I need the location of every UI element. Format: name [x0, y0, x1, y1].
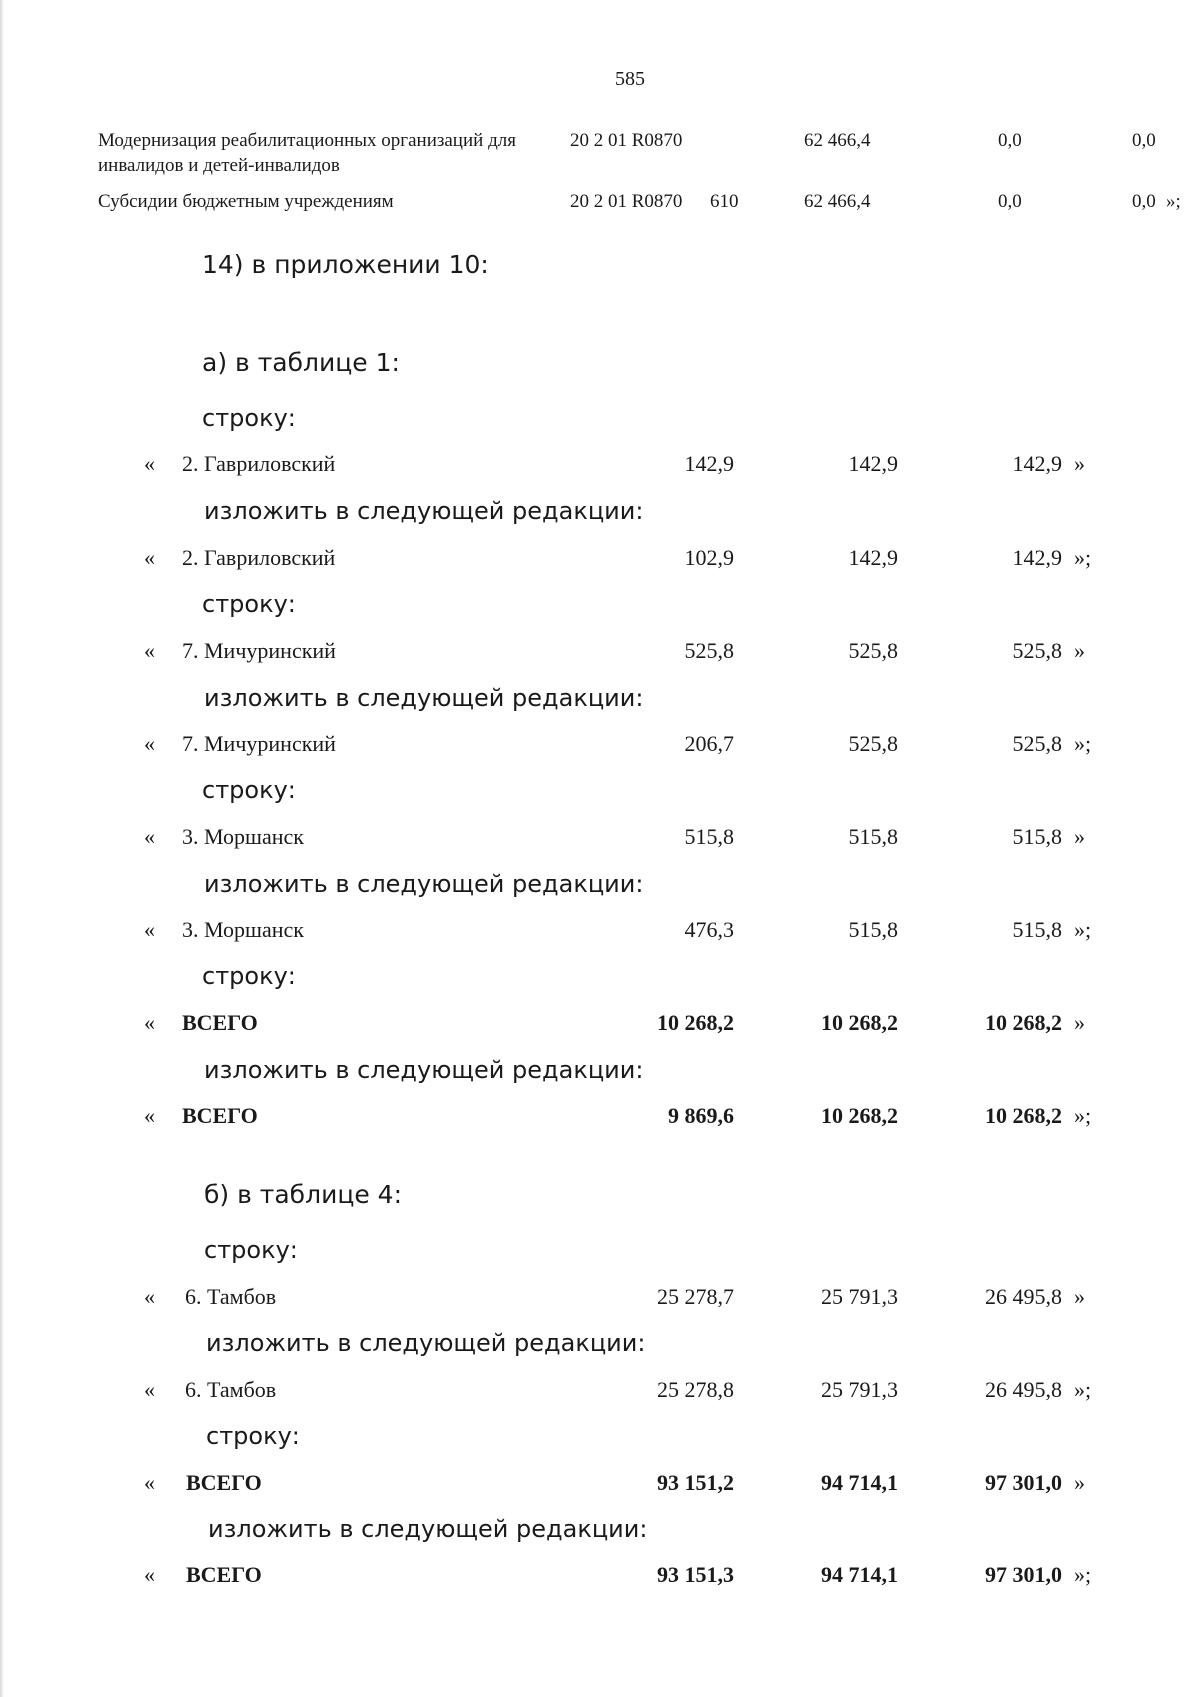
table-row — [0, 917, 1200, 949]
row-label: 6. Тамбов — [185, 1377, 277, 1402]
close-quote: »; — [1074, 1377, 1092, 1402]
row-value-3: 97 301,0 — [985, 1470, 1062, 1495]
budget-row-name: Модернизация реабилитационных организаций для инвалидов и детей-инвалидов — [98, 130, 516, 176]
row-label: 7. Мичуринский — [182, 638, 336, 663]
open-quote: « — [144, 451, 155, 476]
close-quote: » — [1074, 824, 1085, 849]
budget-row — [98, 128, 1198, 180]
budget-row-value-1: 62 466,4 — [804, 130, 871, 151]
budget-row-vr: 610 — [710, 191, 739, 212]
instruction-row: строку: — [202, 776, 296, 804]
row-value-1: 25 278,8 — [657, 1377, 734, 1402]
instruction-replace: изложить в следующей редакции: — [208, 1515, 648, 1543]
table-row — [0, 1284, 1200, 1316]
budget-row — [98, 189, 1198, 215]
row-value-2: 10 268,2 — [821, 1010, 898, 1035]
open-quote: « — [144, 731, 155, 756]
table-row — [0, 545, 1200, 577]
row-value-3: 10 268,2 — [985, 1010, 1062, 1035]
row-value-2: 94 714,1 — [821, 1562, 898, 1587]
row-value-1: 525,8 — [684, 638, 734, 663]
table-row-total — [0, 1562, 1200, 1594]
row-value-3: 26 495,8 — [985, 1284, 1062, 1309]
row-value-3: 515,8 — [1012, 917, 1062, 942]
table-row — [0, 451, 1200, 483]
open-quote: « — [144, 917, 155, 942]
row-value-2: 515,8 — [848, 917, 898, 942]
budget-row-value-3: 0,0 — [1132, 130, 1156, 151]
row-label: ВСЕГО — [186, 1562, 262, 1587]
table-row-total — [0, 1010, 1200, 1042]
close-quote: » — [1074, 1284, 1085, 1309]
row-value-1: 9 869,6 — [668, 1103, 734, 1128]
instruction-row: строку: — [202, 590, 296, 618]
table-row — [0, 731, 1200, 763]
sub-a-heading: а) в таблице 1: — [202, 348, 400, 377]
row-value-3: 525,8 — [1012, 638, 1062, 663]
close-quote: »; — [1074, 1562, 1092, 1587]
row-label: ВСЕГО — [182, 1010, 258, 1035]
row-value-2: 25 791,3 — [821, 1377, 898, 1402]
row-value-1: 25 278,7 — [657, 1284, 734, 1309]
row-value-1: 515,8 — [684, 824, 734, 849]
close-quote: »; — [1074, 731, 1092, 756]
row-value-3: 10 268,2 — [985, 1103, 1062, 1128]
table-row — [0, 1377, 1200, 1409]
close-quote: » — [1074, 1010, 1085, 1035]
budget-row-value-2: 0,0 — [998, 130, 1022, 151]
instruction-row: строку: — [206, 1422, 300, 1450]
close-quote: »; — [1074, 917, 1092, 942]
open-quote: « — [144, 1470, 155, 1495]
row-value-2: 515,8 — [848, 824, 898, 849]
open-quote: « — [144, 638, 155, 663]
budget-row-close-quote: »; — [1166, 191, 1181, 212]
instruction-replace: изложить в следующей редакции: — [204, 497, 644, 525]
row-value-1: 476,3 — [684, 917, 734, 942]
budget-row-code: 20 2 01 R0870 — [570, 191, 683, 212]
row-value-2: 525,8 — [848, 638, 898, 663]
instruction-row: строку: — [202, 404, 296, 432]
close-quote: »; — [1074, 545, 1092, 570]
table-row — [0, 638, 1200, 670]
row-label: 3. Моршанск — [182, 824, 304, 849]
close-quote: » — [1074, 1470, 1085, 1495]
page-number: 585 — [615, 68, 645, 90]
close-quote: » — [1074, 638, 1085, 663]
table-row-total — [0, 1470, 1200, 1502]
row-value-1: 102,9 — [684, 545, 734, 570]
instruction-row: строку: — [202, 962, 296, 990]
budget-row-code: 20 2 01 R0870 — [570, 130, 683, 151]
row-value-1: 93 151,3 — [657, 1562, 734, 1587]
table-row-total — [0, 1103, 1200, 1135]
row-value-2: 142,9 — [848, 545, 898, 570]
section-heading: 14) в приложении 10: — [202, 250, 489, 279]
open-quote: « — [144, 1103, 155, 1128]
open-quote: « — [144, 1010, 155, 1035]
row-value-2: 525,8 — [848, 731, 898, 756]
instruction-replace: изложить в следующей редакции: — [204, 684, 644, 712]
open-quote: « — [144, 1284, 155, 1309]
close-quote: » — [1074, 451, 1085, 476]
instruction-row: строку: — [204, 1236, 298, 1264]
instruction-replace: изложить в следующей редакции: — [206, 1329, 646, 1357]
row-value-3: 142,9 — [1012, 545, 1062, 570]
row-value-1: 206,7 — [684, 731, 734, 756]
table-row — [0, 824, 1200, 856]
row-label: 6. Тамбов — [185, 1284, 277, 1309]
row-value-3: 525,8 — [1012, 731, 1062, 756]
row-value-3: 26 495,8 — [985, 1377, 1062, 1402]
row-label: 2. Гавриловский — [182, 451, 336, 476]
row-value-3: 142,9 — [1012, 451, 1062, 476]
row-label: 7. Мичуринский — [182, 731, 336, 756]
row-value-3: 97 301,0 — [985, 1562, 1062, 1587]
row-value-2: 94 714,1 — [821, 1470, 898, 1495]
row-value-2: 10 268,2 — [821, 1103, 898, 1128]
row-value-1: 10 268,2 — [657, 1010, 734, 1035]
budget-row-value-1: 62 466,4 — [804, 191, 871, 212]
open-quote: « — [144, 1562, 155, 1587]
budget-row-name: Субсидии бюджетным учреждениям — [98, 191, 394, 212]
row-label: ВСЕГО — [186, 1470, 262, 1495]
sub-b-heading: б) в таблице 4: — [204, 1180, 402, 1209]
row-label: 3. Моршанск — [182, 917, 304, 942]
open-quote: « — [144, 824, 155, 849]
instruction-replace: изложить в следующей редакции: — [204, 870, 644, 898]
row-value-1: 142,9 — [684, 451, 734, 476]
row-value-2: 25 791,3 — [821, 1284, 898, 1309]
open-quote: « — [144, 545, 155, 570]
row-label: 2. Гавриловский — [182, 545, 336, 570]
open-quote: « — [144, 1377, 155, 1402]
instruction-replace: изложить в следующей редакции: — [204, 1056, 644, 1084]
row-value-1: 93 151,2 — [657, 1470, 734, 1495]
row-value-2: 142,9 — [848, 451, 898, 476]
close-quote: »; — [1074, 1103, 1092, 1128]
budget-row-value-3: 0,0 — [1132, 191, 1156, 212]
budget-row-value-2: 0,0 — [998, 191, 1022, 212]
row-label: ВСЕГО — [182, 1103, 258, 1128]
row-value-3: 515,8 — [1012, 824, 1062, 849]
